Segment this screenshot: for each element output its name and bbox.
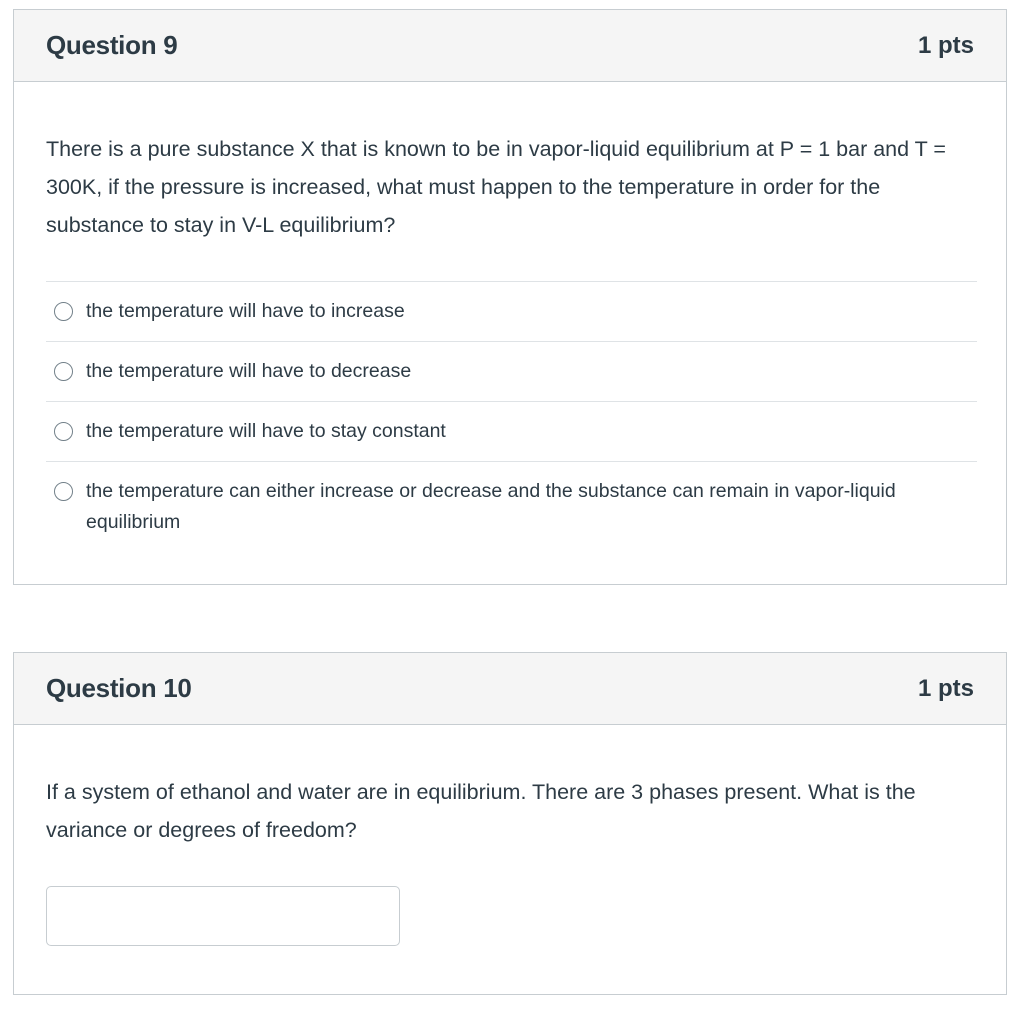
answer-label: the temperature will have to increase xyxy=(86,300,405,322)
question-title: Question 9 xyxy=(46,30,178,60)
radio-button[interactable] xyxy=(54,362,73,381)
answer-options xyxy=(46,281,977,552)
question-points: 1 pts xyxy=(917,675,974,702)
answer-option[interactable] xyxy=(46,282,977,342)
answer-label: the temperature will have to decrease xyxy=(86,360,412,382)
question-header xyxy=(14,653,1006,725)
answer-label: the temperature can either increase or decrease and the substance can remain in vapor-liquid equilibrium xyxy=(86,480,896,533)
question-text: If a system of ethanol and water are in equilibrium. There are 3 phases present. What is the variance or degrees of freedom? xyxy=(46,780,916,842)
question-header xyxy=(14,10,1006,82)
radio-button[interactable] xyxy=(54,482,73,501)
question-points: 1 pts xyxy=(917,32,974,59)
question-10-card xyxy=(13,652,1007,995)
answer-input[interactable] xyxy=(46,886,400,946)
answer-label: the temperature will have to stay constant xyxy=(86,420,446,442)
question-text: There is a pure substance X that is known to be in vapor-liquid equilibrium at P = 1 bar and T = 300K, if the pressure is increased, what must happen to the temperature in order for the substance to stay in V-L equilibrium? xyxy=(46,137,946,237)
radio-button[interactable] xyxy=(54,302,73,321)
answer-option[interactable] xyxy=(46,342,977,402)
question-title: Question 10 xyxy=(46,673,192,703)
question-9-card xyxy=(13,9,1007,585)
radio-button[interactable] xyxy=(54,422,73,441)
answer-option[interactable] xyxy=(46,402,977,462)
answer-option[interactable] xyxy=(46,462,977,552)
